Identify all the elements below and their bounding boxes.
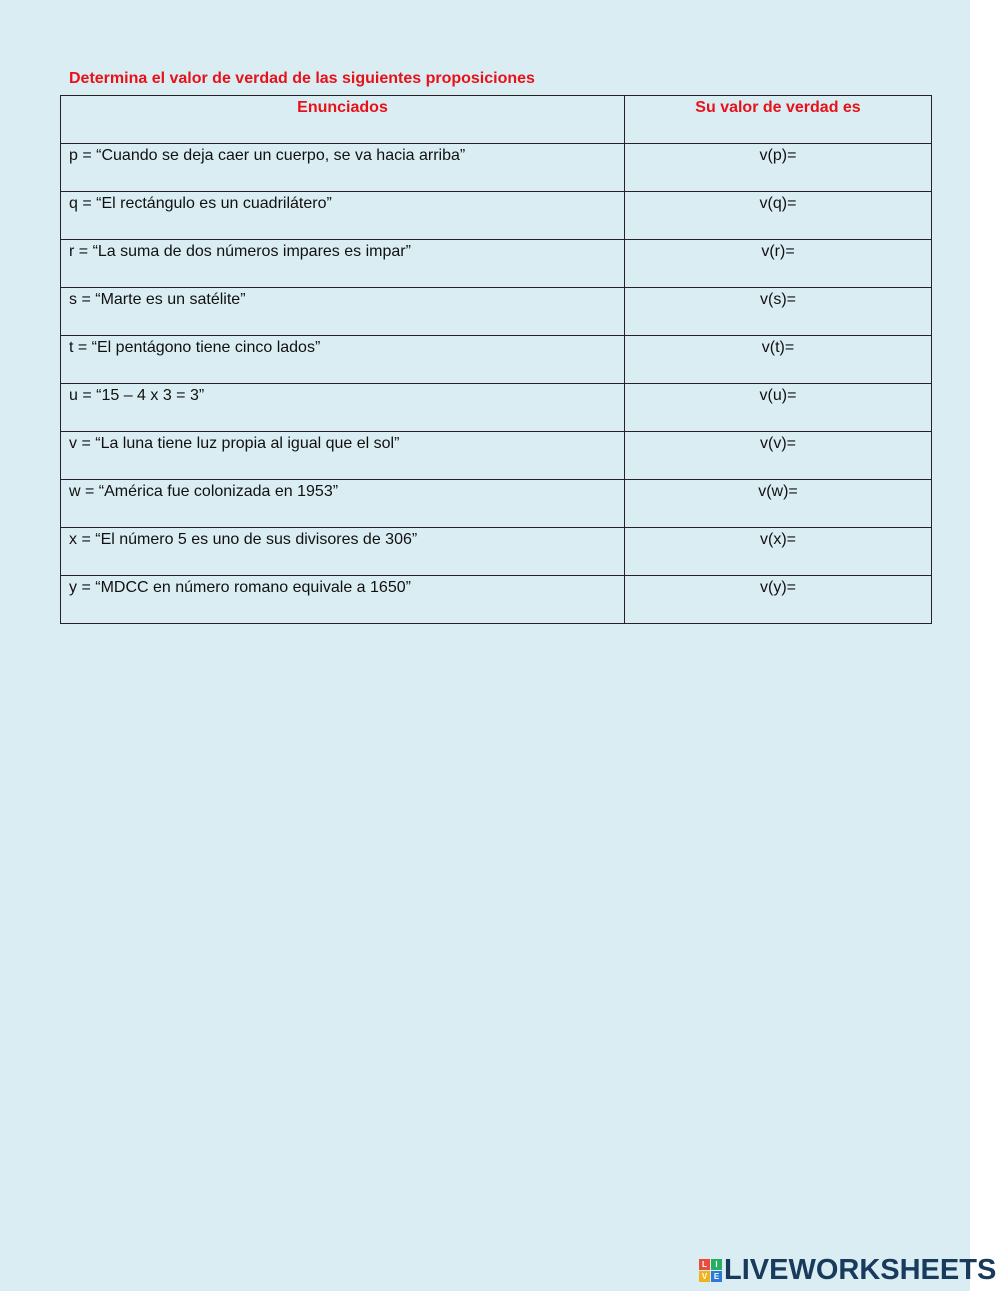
table-row (61, 528, 932, 576)
statement-cell: u = “15 – 4 x 3 = 3” (61, 384, 625, 432)
truth-value-cell[interactable]: v(x)= (625, 528, 932, 576)
logo-tile: L (699, 1259, 710, 1270)
statement-cell: s = “Marte es un satélite” (61, 288, 625, 336)
header-statements: Enunciados (61, 96, 625, 144)
truth-value-cell[interactable]: v(s)= (625, 288, 932, 336)
header-truth-value: Su valor de verdad es (625, 96, 932, 144)
statement-cell: r = “La suma de dos números impares es impar” (61, 240, 625, 288)
statement-cell: x = “El número 5 es uno de sus divisores de 306” (61, 528, 625, 576)
statement-cell: t = “El pentágono tiene cinco lados” (61, 336, 625, 384)
worksheet-title: Determina el valor de verdad de las siguientes proposiciones (69, 70, 535, 87)
statement-cell: y = “MDCC en número romano equivale a 1650” (61, 576, 625, 624)
table-row (61, 576, 932, 624)
table-row (61, 288, 932, 336)
statement-cell: q = “El rectángulo es un cuadrilátero” (61, 192, 625, 240)
table-row (61, 384, 932, 432)
logo-tile: E (711, 1271, 722, 1282)
table-row (61, 432, 932, 480)
truth-value-cell[interactable]: v(u)= (625, 384, 932, 432)
table-row (61, 192, 932, 240)
table-row (61, 480, 932, 528)
logo-tile: V (699, 1271, 710, 1282)
table-row (61, 336, 932, 384)
statement-cell: v = “La luna tiene luz propia al igual que el sol” (61, 432, 625, 480)
statement-cell: w = “América fue colonizada en 1953” (61, 480, 625, 528)
liveworksheets-logo[interactable] (699, 1254, 996, 1286)
truth-value-cell[interactable]: v(t)= (625, 336, 932, 384)
truth-value-cell[interactable]: v(w)= (625, 480, 932, 528)
truth-value-cell[interactable]: v(v)= (625, 432, 932, 480)
truth-value-cell[interactable]: v(r)= (625, 240, 932, 288)
liveworksheets-logo-icon (699, 1259, 722, 1282)
table-row (61, 144, 932, 192)
truth-value-cell[interactable]: v(q)= (625, 192, 932, 240)
liveworksheets-logo-text: LIVEWORKSHEETS (724, 1253, 997, 1286)
table-header-row (61, 96, 932, 144)
logo-tile: I (711, 1259, 722, 1270)
propositions-table (60, 95, 932, 624)
table-row (61, 240, 932, 288)
truth-value-cell[interactable]: v(p)= (625, 144, 932, 192)
statement-cell: p = “Cuando se deja caer un cuerpo, se va hacia arriba” (61, 144, 625, 192)
truth-value-cell[interactable]: v(y)= (625, 576, 932, 624)
